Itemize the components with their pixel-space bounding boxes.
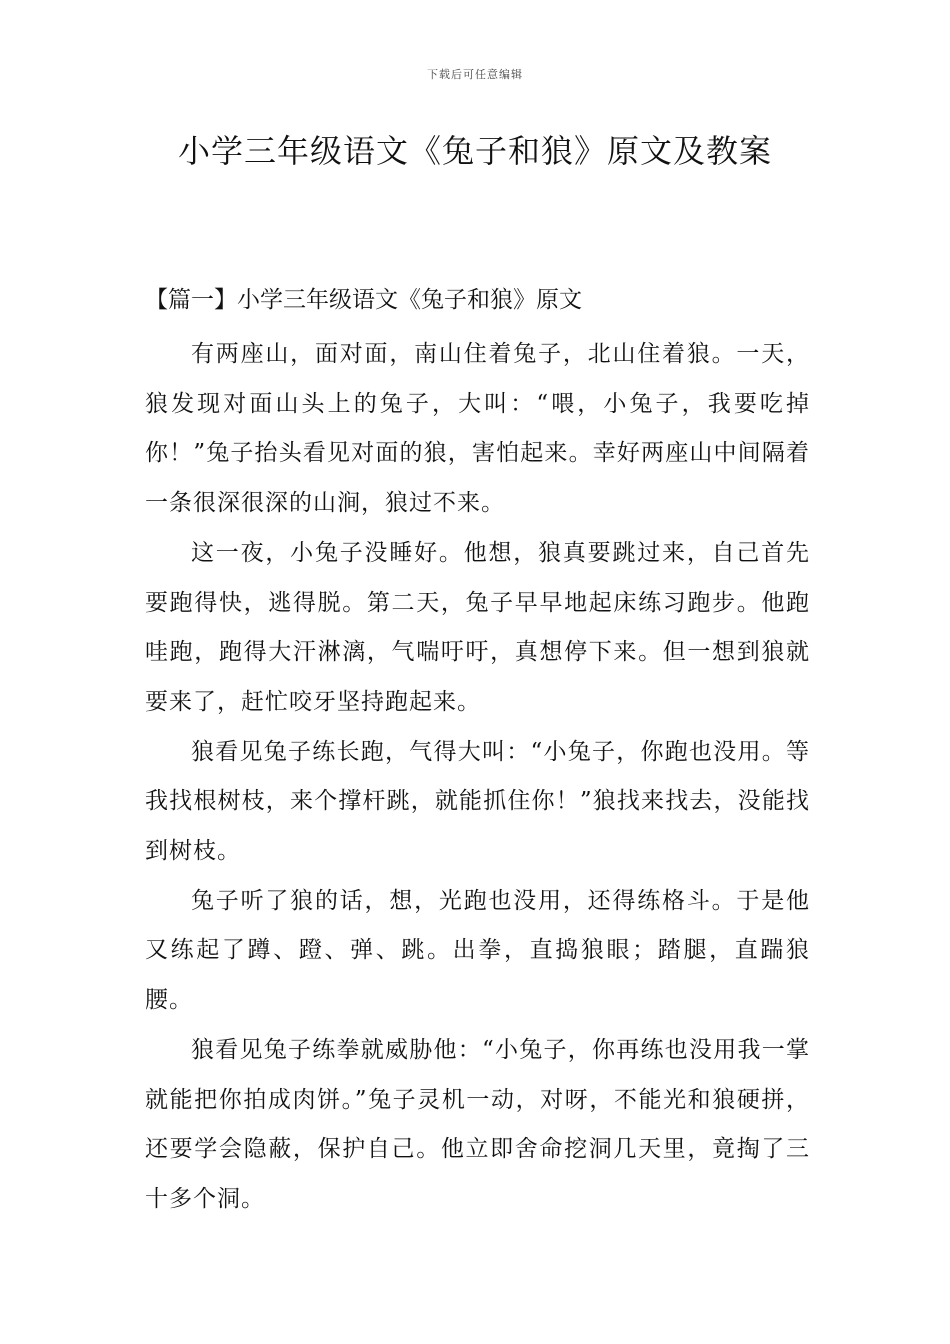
story-body <box>145 330 810 1225</box>
paragraph: 狼看见兔子练长跑，气得大叫：“小兔子，你跑也没用。等我找根树枝，来个撑杆跳，就能抓住你！”狼找来找去，没能找到树枝。 <box>145 738 810 865</box>
paragraph: 有两座山，面对面，南山住着兔子，北山住着狼。一天，狼发现对面山头上的兔子，大叫：“喂，小兔子，我要吃掉你！”兔子抬头看见对面的狼，害怕起来。幸好两座山中间隔着一条很深很深的山涧，狼过不来。 <box>145 341 810 517</box>
section-heading: 【篇一】小学三年级语文《兔子和狼》原文 <box>145 287 582 313</box>
header-note: 下载后可任意编辑 <box>427 68 523 81</box>
paragraph: 兔子听了狼的话，想，光跑也没用，还得练格斗。于是他又练起了蹲、蹬、弹、跳。出拳，直捣狼眼；踏腿，直踹狼腰。 <box>145 887 810 1014</box>
paragraph: 狼看见兔子练拳就威胁他：“小兔子，你再练也没用我一掌就能把你拍成肉饼。”兔子灵机一动，对呀，不能光和狼硬拼，还要学会隐蔽，保护自己。他立即舍命挖洞几天里，竟掏了三十多个洞。 <box>145 1036 810 1212</box>
document-title: 小学三年级语文《兔子和狼》原文及教案 <box>177 132 772 170</box>
paragraph: 这一夜，小兔子没睡好。他想，狼真要跳过来，自己首先要跑得快，逃得脱。第二天，兔子早早地起床练习跑步。他跑哇跑，跑得大汗淋漓，气喘吁吁，真想停下来。但一想到狼就要来了，赶忙咬牙坚持跑起来。 <box>145 539 810 715</box>
